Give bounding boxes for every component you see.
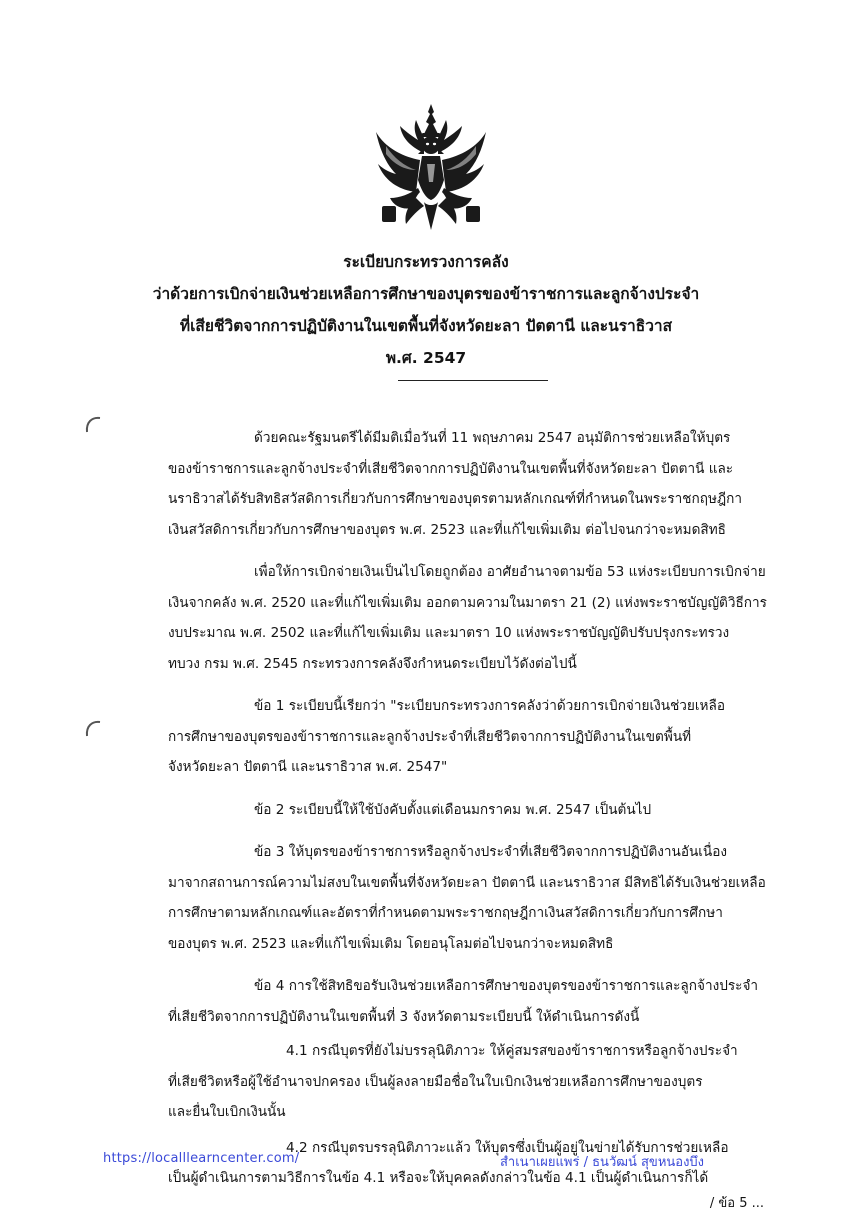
text-line: ของบุตร พ.ศ. 2523 และที่แก้ไขเพิ่มเติม โดยอนุโลมต่อไปจนกว่าจะหมดสิทธิ bbox=[168, 935, 614, 952]
text-line: ของข้าราชการและลูกจ้างประจำที่เสียชีวิตจากการปฏิบัติงานในเขตพื้นที่จังหวัดยะลา ปัตตานี และ bbox=[168, 460, 734, 477]
clause-1 bbox=[168, 691, 768, 783]
text-line: 4.2 กรณีบุตรบรรลุนิติภาวะแล้ว ให้บุตรซึ่งเป็นผู้อยู่ในข่ายได้รับการช่วยเหลือ bbox=[286, 1139, 729, 1156]
document-title-block bbox=[140, 246, 712, 374]
title-line-4: พ.ศ. 2547 bbox=[385, 349, 467, 367]
clause-2 bbox=[168, 795, 768, 826]
title-line-1: ระเบียบกระทรวงการคลัง bbox=[343, 253, 509, 271]
punch-hole-icon bbox=[82, 414, 104, 436]
document-body bbox=[168, 423, 768, 1216]
text-line: เพื่อให้การเบิกจ่ายเงินเป็นไปโดยถูกต้อง อาศัยอำนาจตามข้อ 53 แห่งระเบียบการเบิกจ่าย bbox=[254, 564, 766, 580]
text-line: ด้วยคณะรัฐมนตรีได้มีมติเมื่อวันที่ 11 พฤษภาคม 2547 อนุมัติการช่วยเหลือให้บุตร bbox=[254, 430, 731, 446]
title-line-3: ที่เสียชีวิตจากการปฏิบัติงานในเขตพื้นที่จังหวัดยะลา ปัตตานี และนราธิวาส bbox=[179, 317, 673, 335]
text-line: และยื่นใบเบิกเงินนั้น bbox=[168, 1104, 286, 1120]
title-underline-rule bbox=[398, 380, 548, 381]
text-line: ข้อ 2 ระเบียบนี้ให้ใช้บังคับตั้งแต่เดือนมกราคม พ.ศ. 2547 เป็นต้นไป bbox=[254, 801, 652, 818]
garuda-emblem-icon bbox=[372, 102, 490, 234]
footer-credit: สำเนาเผยแพร่ / ธนวัฒน์ สุขหนองบึง bbox=[500, 1155, 705, 1170]
text-line: ทบวง กรม พ.ศ. 2545 กระทรวงการคลังจึงกำหนดระเบียบไว้ดังต่อไปนี้ bbox=[168, 655, 577, 672]
clause-3 bbox=[168, 837, 768, 959]
punch-hole-icon bbox=[82, 718, 104, 740]
preamble-paragraph-2 bbox=[168, 557, 768, 679]
text-line: 4.1 กรณีบุตรที่ยังไม่บรรลุนิติภาวะ ให้คู่สมรสของข้าราชการหรือลูกจ้างประจำ bbox=[286, 1043, 738, 1059]
text-line: ข้อ 3 ให้บุตรของข้าราชการหรือลูกจ้างประจำที่เสียชีวิตจากการปฏิบัติงานอันเนื่อง bbox=[254, 844, 728, 860]
text-line: ที่เสียชีวิตจากการปฏิบัติงานในเขตพื้นที่ 3 จังหวัดตามระเบียบนี้ ให้ดำเนินการดังนี้ bbox=[168, 1008, 640, 1025]
text-line: เป็นผู้ดำเนินการตามวิธีการในข้อ 4.1 หรือจะให้บุคคลดังกล่าวในข้อ 4.1 เป็นผู้ดำเนินการก็ได้ bbox=[168, 1170, 709, 1186]
text-line: ที่เสียชีวิตหรือผู้ใช้อำนาจปกครอง เป็นผู้ลงลายมือชื่อในใบเบิกเงินช่วยเหลือการศึกษาของบุตร bbox=[168, 1073, 703, 1090]
subclause-4-1 bbox=[168, 1036, 768, 1128]
text-line: การศึกษาของบุตรของข้าราชการและลูกจ้างประจำที่เสียชีวิตจากการปฏิบัติงานในเขตพื้นที่ bbox=[168, 728, 692, 745]
footer-url-link[interactable]: https://localllearncenter.com/ bbox=[103, 1151, 300, 1166]
text-line: จังหวัดยะลา ปัตตานี และนราธิวาส พ.ศ. 2547" bbox=[168, 759, 448, 775]
text-line: ข้อ 1 ระเบียบนี้เรียกว่า "ระเบียบกระทรวงการคลังว่าด้วยการเบิกจ่ายเงินช่วยเหลือ bbox=[254, 698, 725, 714]
text-line: ข้อ 4 การใช้สิทธิขอรับเงินช่วยเหลือการศึกษาของบุตรของข้าราชการและลูกจ้างประจำ bbox=[254, 978, 759, 994]
title-line-2: ว่าด้วยการเบิกจ่ายเงินช่วยเหลือการศึกษาของบุตรของข้าราชการและลูกจ้างประจำ bbox=[152, 285, 700, 303]
preamble-paragraph-1 bbox=[168, 423, 768, 545]
text-line: เงินสวัสดิการเกี่ยวกับการศึกษาของบุตร พ.ศ. 2523 และที่แก้ไขเพิ่มเติม ต่อไปจนกว่าจะหมดสิทธิ bbox=[168, 521, 726, 538]
next-page-marker: / ข้อ 5 ... bbox=[709, 1195, 764, 1211]
clause-4 bbox=[168, 971, 768, 1032]
text-line: เงินจากคลัง พ.ศ. 2520 และที่แก้ไขเพิ่มเติม ออกตามความในมาตรา 21 (2) แห่งพระราชบัญญัติวิธีการ bbox=[168, 594, 767, 611]
text-line: งบประมาณ พ.ศ. 2502 และที่แก้ไขเพิ่มเติม และมาตรา 10 แห่งพระราชบัญญัติปรับปรุงกระทรวง bbox=[168, 625, 730, 641]
text-line: มาจากสถานการณ์ความไม่สงบในเขตพื้นที่จังหวัดยะลา ปัตตานี และนราธิวาส มีสิทธิได้รับเงินช่วยเหลือ bbox=[168, 874, 766, 891]
text-line: นราธิวาสได้รับสิทธิสวัสดิการเกี่ยวกับการศึกษาของบุตรตามหลักเกณฑ์ที่กำหนดในพระราชกฤษฎีกา bbox=[168, 491, 742, 507]
text-line: การศึกษาตามหลักเกณฑ์และอัตราที่กำหนดตามพระราชกฤษฎีกาเงินสวัสดิการเกี่ยวกับการศึกษา bbox=[168, 905, 723, 921]
